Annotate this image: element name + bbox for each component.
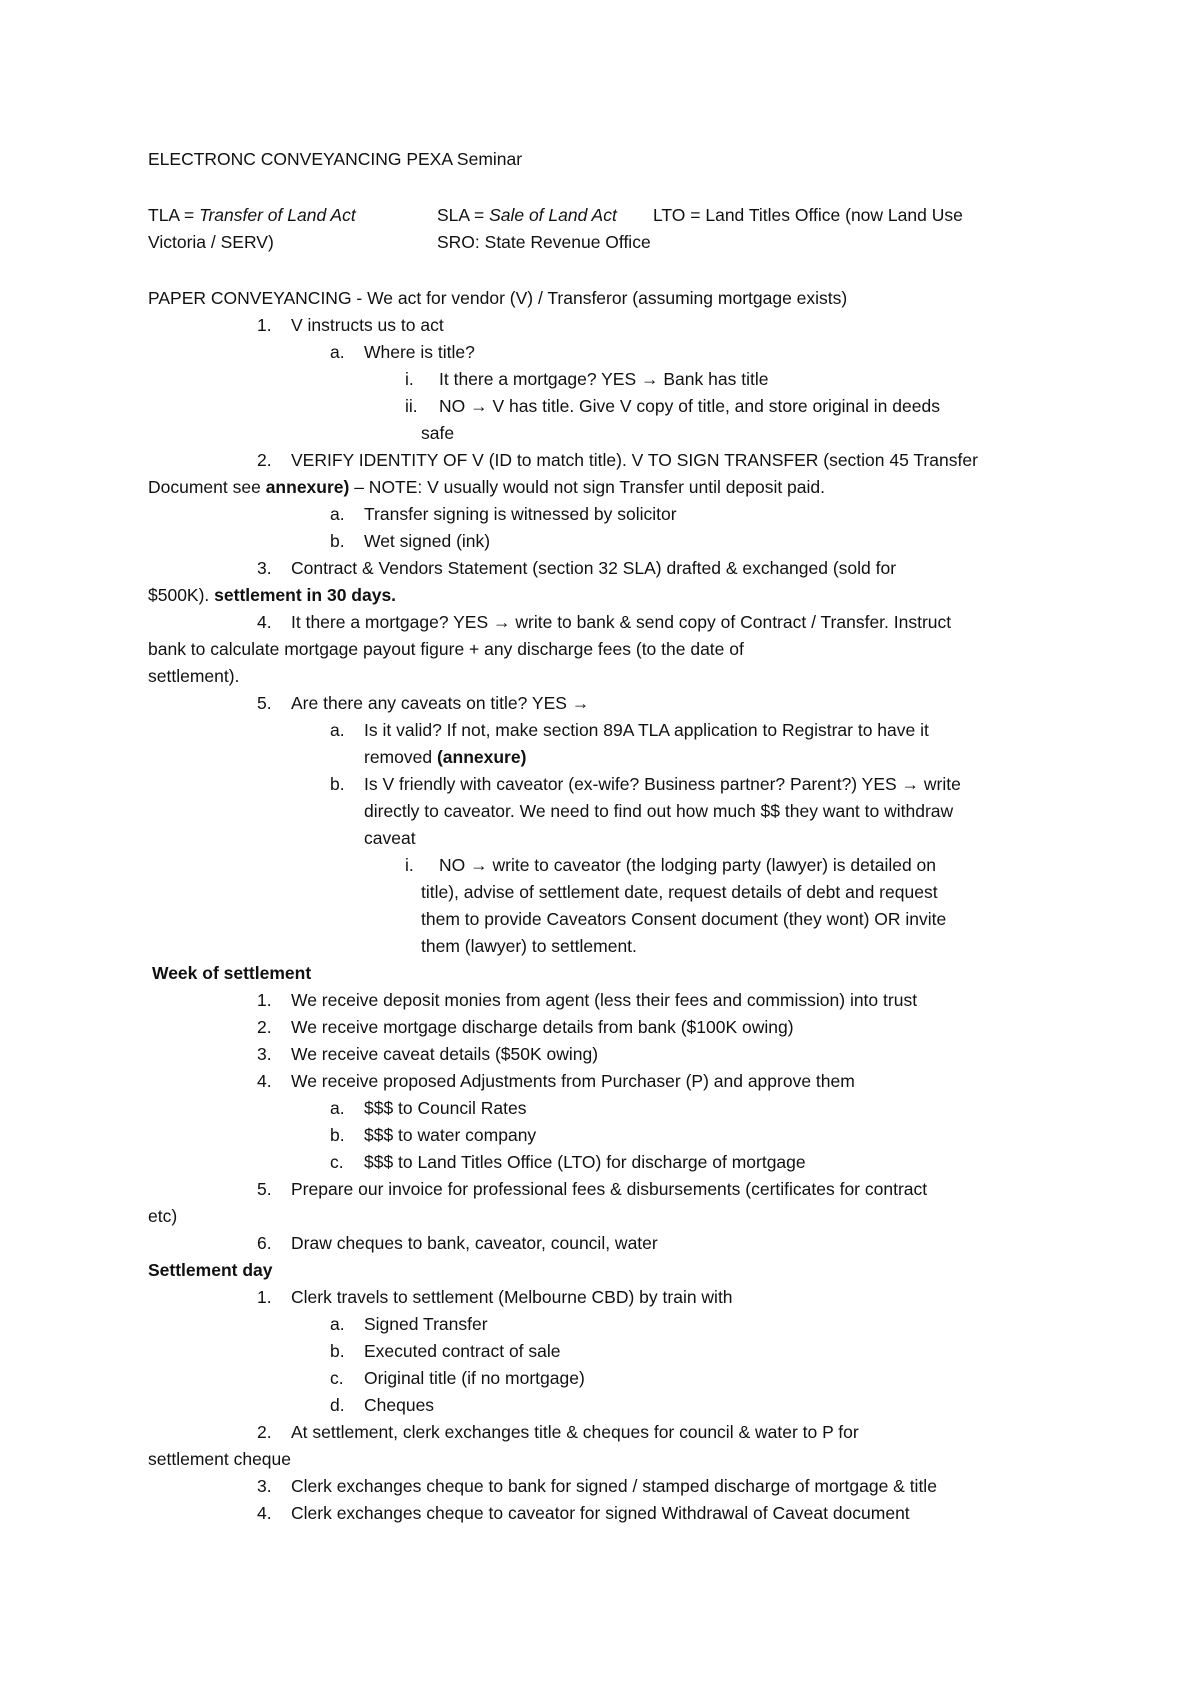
list-item: 2. At settlement, clerk exchanges title & cheques for council & water to P for (257, 1422, 859, 1442)
list-item: d. Cheques (330, 1395, 435, 1415)
tla-italic: Transfer of Land Act (199, 205, 356, 225)
list-item-continuation: settlement). (148, 666, 240, 686)
list-item: 4. It there a mortgage? YES → write to bank & send copy of Contract / Transfer. Instruct (257, 612, 952, 632)
list-item: 3. We receive caveat details ($50K owing) (257, 1044, 599, 1064)
list-item: b. Is V friendly with caveator (ex-wife? Business partner? Parent?) YES → write (330, 774, 961, 794)
list-item-continuation: them to provide Caveators Consent document (they wont) OR invite (421, 909, 947, 929)
list-item: 3. Clerk exchanges cheque to bank for signed / stamped discharge of mortgage & title (257, 1476, 937, 1496)
document-title: ELECTRONC CONVEYANCING PEXA Seminar (148, 149, 523, 169)
list-item: b. $$$ to water company (330, 1125, 537, 1145)
list-item: b. Executed contract of sale (330, 1341, 561, 1361)
victoria-serv: Victoria / SERV) (148, 232, 274, 252)
lto-definition: LTO = Land Titles Office (now Land Use (653, 205, 963, 225)
tla-definition (148, 203, 356, 227)
tla-prefix: TLA = (148, 205, 200, 225)
list-item: a. Where is title? (330, 342, 475, 362)
sla-definition (437, 203, 617, 227)
list-item-continuation: them (lawyer) to settlement. (421, 936, 637, 956)
list-item-continuation: caveat (364, 828, 416, 848)
list-item: 6. Draw cheques to bank, caveator, council, water (257, 1233, 658, 1253)
list-item: 1. We receive deposit monies from agent (less their fees and commission) into trust (257, 990, 918, 1010)
list-item: i. It there a mortgage? YES → Bank has title (405, 369, 769, 389)
list-item-continuation: title), advise of settlement date, request details of debt and request (421, 882, 938, 902)
list-item: a. Signed Transfer (330, 1314, 488, 1334)
sla-prefix: SLA = (437, 205, 490, 225)
list-item: 4. Clerk exchanges cheque to caveator for signed Withdrawal of Caveat document (257, 1503, 910, 1523)
list-item: 1. Clerk travels to settlement (Melbourne CBD) by train with (257, 1287, 733, 1307)
sla-italic: Sale of Land Act (489, 205, 617, 225)
list-item: 2. We receive mortgage discharge details from bank ($100K owing) (257, 1017, 794, 1037)
list-item: b. Wet signed (ink) (330, 531, 491, 551)
sro-definition: SRO: State Revenue Office (437, 232, 651, 252)
list-item: a. Transfer signing is witnessed by solicitor (330, 504, 677, 524)
list-item-continuation: bank to calculate mortgage payout figure + any discharge fees (to the date of (148, 639, 744, 659)
list-item-continuation: directly to caveator. We need to find out how much $$ they want to withdraw (364, 801, 954, 821)
list-item: 2. VERIFY IDENTITY OF V (ID to match title). V TO SIGN TRANSFER (section 45 Transfer (257, 450, 978, 470)
list-item: 4. We receive proposed Adjustments from Purchaser (P) and approve them (257, 1071, 855, 1091)
list-item: 5. Prepare our invoice for professional fees & disbursements (certificates for contract (257, 1179, 928, 1199)
list-item: c. Original title (if no mortgage) (330, 1368, 585, 1388)
list-item-continuation: removed (annexure) (364, 747, 527, 767)
list-item: i. NO → write to caveator (the lodging party (lawyer) is detailed on (405, 855, 937, 875)
paper-conveyancing-heading: PAPER CONVEYANCING - We act for vendor (V) / Transferor (assuming mortgage exists) (148, 288, 848, 308)
list-item: ii. NO → V has title. Give V copy of title, and store original in deeds (405, 396, 940, 416)
week-of-settlement-heading: Week of settlement (152, 963, 312, 983)
list-item: 3. Contract & Vendors Statement (section 32 SLA) drafted & exchanged (sold for (257, 558, 897, 578)
list-item: 1. V instructs us to act (257, 315, 444, 335)
list-item: 5. Are there any caveats on title? YES → (257, 693, 590, 713)
list-item-continuation: safe (421, 423, 455, 443)
list-item: a. $$$ to Council Rates (330, 1098, 527, 1118)
list-item-continuation: Document see annexure) – NOTE: V usually would not sign Transfer until deposit paid. (148, 477, 826, 497)
list-item-continuation: settlement cheque (148, 1449, 292, 1469)
list-item-continuation: $500K). settlement in 30 days. (148, 585, 397, 605)
settlement-day-heading: Settlement day (148, 1260, 273, 1280)
list-item: c. $$$ to Land Titles Office (LTO) for discharge of mortgage (330, 1152, 806, 1172)
list-item: a. Is it valid? If not, make section 89A TLA application to Registrar to have it (330, 720, 929, 740)
list-item-continuation: etc) (148, 1206, 178, 1226)
